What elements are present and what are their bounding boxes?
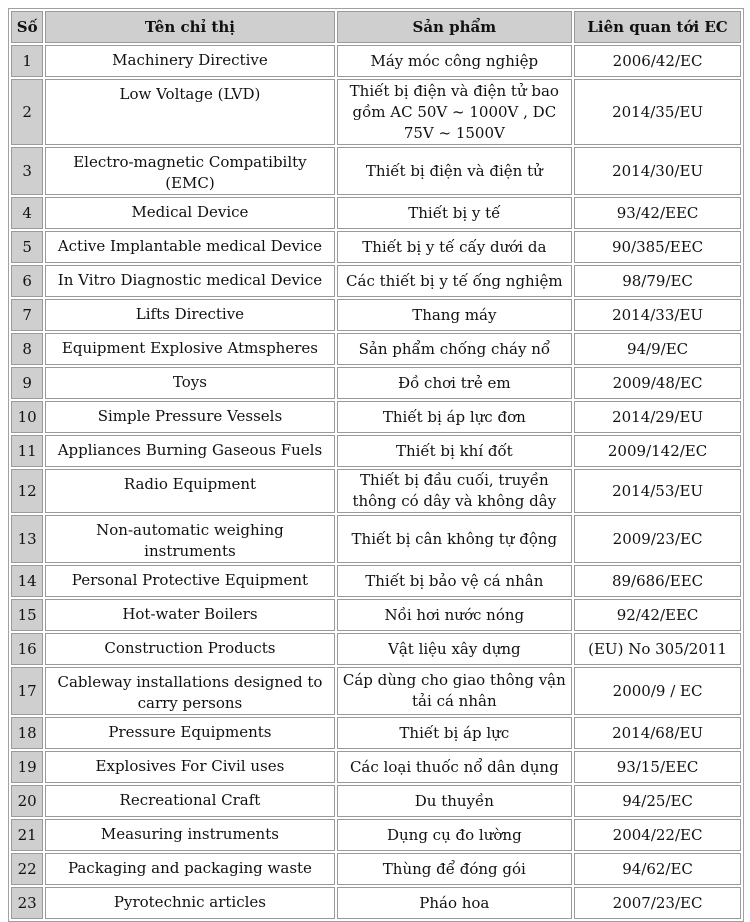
row-number: 2 <box>11 79 43 145</box>
directive-name: Radio Equipment <box>45 469 334 513</box>
header-number: Số <box>11 11 43 43</box>
row-number: 10 <box>11 401 43 433</box>
ec-reference: 93/15/EEC <box>574 751 741 783</box>
directive-name: Pressure Equipments <box>45 717 334 749</box>
row-number: 20 <box>11 785 43 817</box>
product-name: Du thuyền <box>337 785 573 817</box>
directive-name: Appliances Burning Gaseous Fuels <box>45 435 334 467</box>
directive-name: In Vitro Diagnostic medical Device <box>45 265 334 297</box>
table-row <box>11 265 741 297</box>
row-number: 18 <box>11 717 43 749</box>
directive-name: Construction Products <box>45 633 334 665</box>
product-name: Vật liệu xây dựng <box>337 633 573 665</box>
directive-name: Toys <box>45 367 334 399</box>
product-name: Các loại thuốc nổ dân dụng <box>337 751 573 783</box>
directive-table-container <box>8 8 744 922</box>
row-number: 4 <box>11 197 43 229</box>
row-number: 13 <box>11 515 43 563</box>
product-name: Dụng cụ đo lường <box>337 819 573 851</box>
table-row <box>11 197 741 229</box>
table-row <box>11 45 741 77</box>
row-number: 9 <box>11 367 43 399</box>
ec-reference: 94/62/EC <box>574 853 741 885</box>
table-row <box>11 751 741 783</box>
directive-name: Packaging and packaging waste <box>45 853 334 885</box>
table-row <box>11 401 741 433</box>
table-row <box>11 147 741 195</box>
product-name: Thiết bị khí đốt <box>337 435 573 467</box>
product-name: Thiết bị điện và điện tử bao gồm AC 50V ~ 1000V , DC 75V ~ 1500V <box>337 79 573 145</box>
row-number: 19 <box>11 751 43 783</box>
product-name: Các thiết bị y tế ống nghiệm <box>337 265 573 297</box>
directive-name: Simple Pressure Vessels <box>45 401 334 433</box>
table-row <box>11 887 741 919</box>
row-number: 6 <box>11 265 43 297</box>
product-name: Đồ chơi trẻ em <box>337 367 573 399</box>
ec-reference: 2004/22/EC <box>574 819 741 851</box>
directive-table <box>8 8 744 922</box>
product-name: Thiết bị áp lực đơn <box>337 401 573 433</box>
ec-reference: 2009/48/EC <box>574 367 741 399</box>
ec-reference: 98/79/EC <box>574 265 741 297</box>
row-number: 21 <box>11 819 43 851</box>
table-row <box>11 599 741 631</box>
ec-reference: 2014/53/EU <box>574 469 741 513</box>
directive-name: Hot-water Boilers <box>45 599 334 631</box>
ec-reference: 2014/68/EU <box>574 717 741 749</box>
header-directive-name: Tên chỉ thị <box>45 11 334 43</box>
product-name: Thiết bị áp lực <box>337 717 573 749</box>
directive-name: Low Voltage (LVD) <box>45 79 334 145</box>
ec-reference: 94/9/EC <box>574 333 741 365</box>
table-row <box>11 565 741 597</box>
directive-name: Non-automatic weighing instruments <box>45 515 334 563</box>
header-product: Sản phẩm <box>337 11 573 43</box>
table-row <box>11 667 741 715</box>
directive-name: Personal Protective Equipment <box>45 565 334 597</box>
product-name: Cáp dùng cho giao thông vận tải cá nhân <box>337 667 573 715</box>
ec-reference: 2009/23/EC <box>574 515 741 563</box>
directive-name: Cableway installations designed to carry persons <box>45 667 334 715</box>
row-number: 12 <box>11 469 43 513</box>
table-body <box>11 45 741 919</box>
table-row <box>11 367 741 399</box>
row-number: 8 <box>11 333 43 365</box>
product-name: Pháo hoa <box>337 887 573 919</box>
table-row <box>11 819 741 851</box>
table-row <box>11 79 741 145</box>
row-number: 5 <box>11 231 43 263</box>
product-name: Thiết bị bảo vệ cá nhân <box>337 565 573 597</box>
row-number: 23 <box>11 887 43 919</box>
row-number: 3 <box>11 147 43 195</box>
directive-name: Electro-magnetic Compatibilty (EMC) <box>45 147 334 195</box>
directive-name: Machinery Directive <box>45 45 334 77</box>
ec-reference: 92/42/EEC <box>574 599 741 631</box>
product-name: Thiết bị cân không tự động <box>337 515 573 563</box>
row-number: 17 <box>11 667 43 715</box>
product-name: Sản phẩm chống cháy nổ <box>337 333 573 365</box>
row-number: 16 <box>11 633 43 665</box>
table-row <box>11 785 741 817</box>
ec-reference: 90/385/EEC <box>574 231 741 263</box>
table-row <box>11 435 741 467</box>
table-row <box>11 633 741 665</box>
directive-name: Lifts Directive <box>45 299 334 331</box>
ec-reference: 94/25/EC <box>574 785 741 817</box>
table-row <box>11 333 741 365</box>
header-ec-reference: Liên quan tới EC <box>574 11 741 43</box>
table-row <box>11 853 741 885</box>
table-row <box>11 299 741 331</box>
row-number: 22 <box>11 853 43 885</box>
ec-reference: 2014/30/EU <box>574 147 741 195</box>
directive-name: Equipment Explosive Atmspheres <box>45 333 334 365</box>
product-name: Thang máy <box>337 299 573 331</box>
product-name: Thiết bị y tế cấy dưới da <box>337 231 573 263</box>
table-row <box>11 717 741 749</box>
table-row <box>11 515 741 563</box>
ec-reference: 93/42/EEC <box>574 197 741 229</box>
ec-reference: 2006/42/EC <box>574 45 741 77</box>
directive-name: Explosives For Civil uses <box>45 751 334 783</box>
ec-reference: 89/686/EEC <box>574 565 741 597</box>
ec-reference: 2014/35/EU <box>574 79 741 145</box>
table-header-row <box>11 11 741 43</box>
directive-name: Active Implantable medical Device <box>45 231 334 263</box>
row-number: 7 <box>11 299 43 331</box>
ec-reference: (EU) No 305/2011 <box>574 633 741 665</box>
directive-name: Measuring instruments <box>45 819 334 851</box>
ec-reference: 2009/142/EC <box>574 435 741 467</box>
product-name: Máy móc công nghiệp <box>337 45 573 77</box>
product-name: Thiết bị đầu cuối, truyền thông có dây và không dây <box>337 469 573 513</box>
directive-name: Medical Device <box>45 197 334 229</box>
table-row <box>11 469 741 513</box>
directive-name: Recreational Craft <box>45 785 334 817</box>
row-number: 14 <box>11 565 43 597</box>
row-number: 15 <box>11 599 43 631</box>
ec-reference: 2014/33/EU <box>574 299 741 331</box>
directive-name: Pyrotechnic articles <box>45 887 334 919</box>
ec-reference: 2014/29/EU <box>574 401 741 433</box>
product-name: Thiết bị điện và điện tử <box>337 147 573 195</box>
row-number: 11 <box>11 435 43 467</box>
ec-reference: 2000/9 / EC <box>574 667 741 715</box>
product-name: Thiết bị y tế <box>337 197 573 229</box>
table-row <box>11 231 741 263</box>
product-name: Thùng để đóng gói <box>337 853 573 885</box>
ec-reference: 2007/23/EC <box>574 887 741 919</box>
row-number: 1 <box>11 45 43 77</box>
product-name: Nồi hơi nước nóng <box>337 599 573 631</box>
